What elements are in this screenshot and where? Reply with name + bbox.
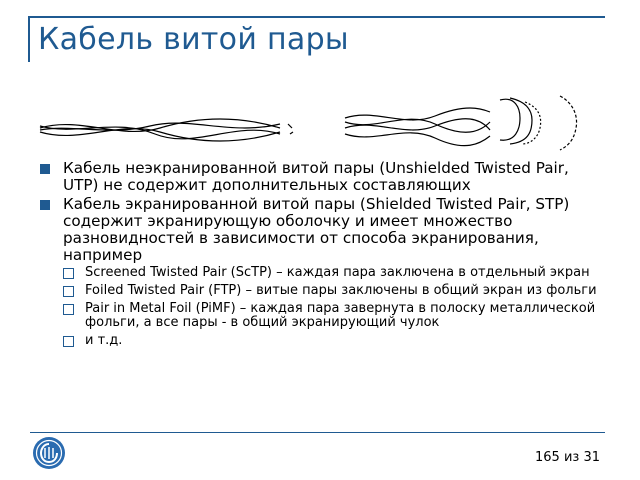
sub-bullet-item-pimf (63, 302, 600, 330)
sub-bullet-item-sctp (63, 266, 600, 280)
footer-divider (30, 432, 605, 433)
page-number: 165 из 31 (535, 450, 600, 465)
stp-cable-drawing (345, 96, 577, 150)
university-logo-icon (32, 436, 66, 470)
sub-bullet-item-ftp (63, 284, 600, 298)
sub-bullet-item-etc (63, 334, 600, 348)
bullet-hollow-square-icon (63, 304, 74, 315)
bullet-square-icon (40, 200, 50, 210)
slide-title: Кабель витой пары (38, 22, 349, 57)
utp-cable-drawing (40, 119, 293, 141)
sub-bullet-text: и т.д. (85, 333, 123, 348)
bullet-text: Кабель экранированной витой пары (Shielded Twisted Pair, STP) содержит экранирующую оболочку и имеет множество разновидностей в зависимости от способа экранирования, например (63, 195, 570, 264)
bullet-hollow-square-icon (63, 336, 74, 347)
sub-bullet-text: Screened Twisted Pair (ScTP) – каждая пара заключена в отдельный экран (85, 265, 590, 280)
bullet-hollow-square-icon (63, 286, 74, 297)
bullet-hollow-square-icon (63, 268, 74, 279)
bullet-square-icon (40, 164, 50, 174)
sub-bullet-text: Foiled Twisted Pair (FTP) – витые пары заключены в общий экран из фольги (85, 283, 597, 298)
bullet-list (40, 160, 600, 352)
twisted-pair-illustration (0, 88, 640, 158)
bullet-item-utp (40, 160, 600, 194)
sub-bullet-list (40, 266, 600, 348)
bullet-item-stp (40, 196, 600, 264)
sub-bullet-text: Pair in Metal Foil (PiMF) – каждая пара завернута в полоску металлической фольги, а все пары - в общий экранирующий чулок (85, 301, 596, 330)
bullet-text: Кабель неэкранированной витой пары (Unshielded Twisted Pair, UTP) не содержит дополнительных составляющих (63, 159, 569, 194)
